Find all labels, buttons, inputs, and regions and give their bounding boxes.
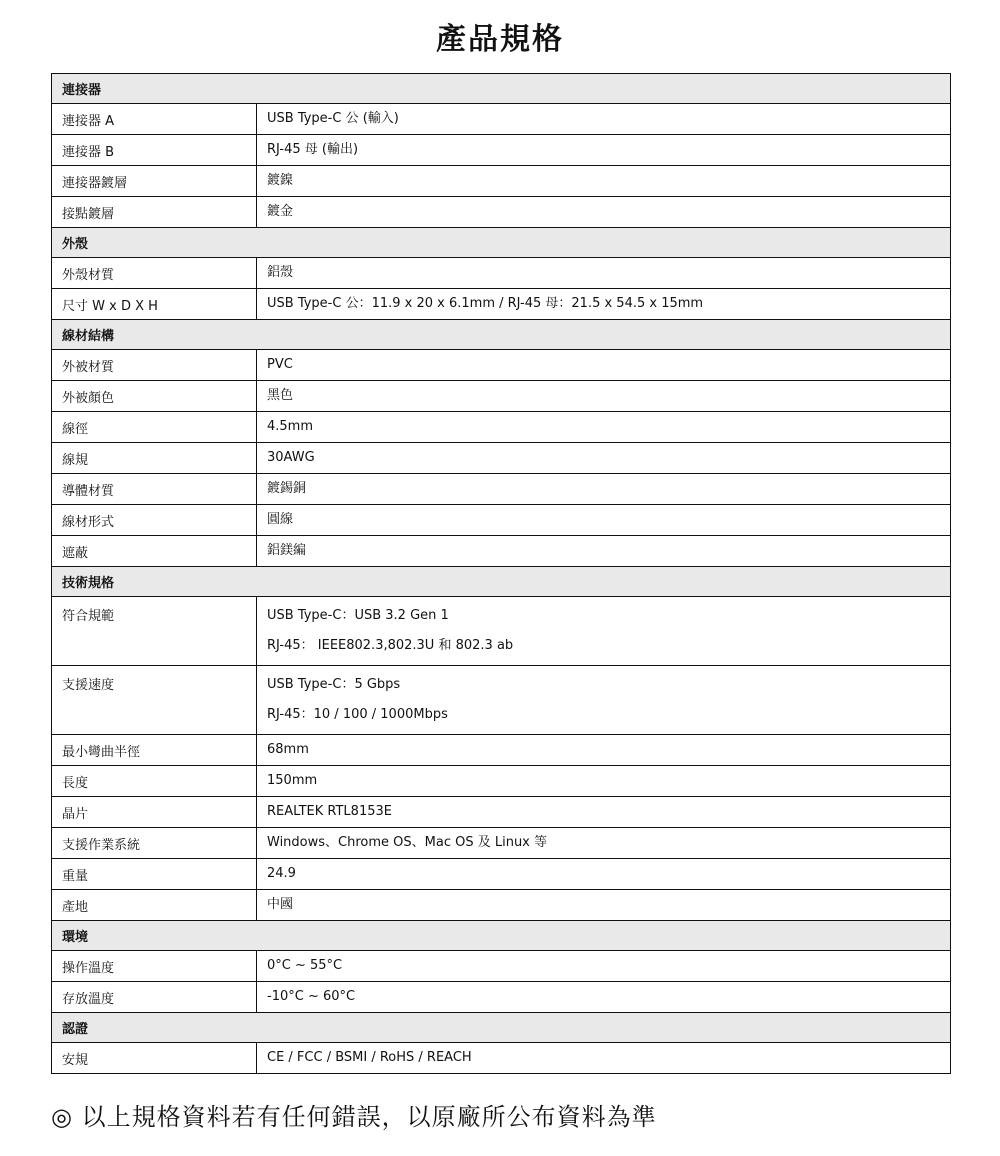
section-title: 連接器 (52, 74, 951, 104)
spec-value-line: 68mm (267, 742, 309, 757)
spec-row (52, 735, 951, 766)
spec-value-line: 鍍鎳 (267, 173, 294, 188)
spec-value (257, 890, 951, 921)
spec-value-line: 圓線 (267, 512, 294, 527)
section-title: 線材結構 (52, 320, 951, 350)
spec-value-line: 24.9 (267, 866, 296, 881)
spec-value (257, 350, 951, 381)
spec-value-line: USB Type-C 公：11.9 x 20 x 6.1mm / RJ-45 母：21.5 x 54.5 x 15mm (267, 296, 704, 311)
section-title: 認證 (52, 1013, 951, 1043)
spec-value-line: 鋁鎂編 (267, 543, 307, 558)
spec-label: 外被顏色 (52, 381, 257, 412)
spec-value (257, 505, 951, 536)
spec-value-line: 0°C ~ 55°C (267, 958, 343, 973)
spec-row (52, 666, 951, 735)
spec-value (257, 443, 951, 474)
spec-row (52, 258, 951, 289)
spec-value (257, 104, 951, 135)
disclaimer-note: ◎ 以上規格資料若有任何錯誤，以原廠所公布資料為準 (51, 1103, 657, 1131)
section-header-row (52, 567, 951, 597)
spec-label: 導體材質 (52, 474, 257, 505)
spec-value-line: 30AWG (267, 450, 315, 465)
spec-value (257, 797, 951, 828)
spec-value (257, 536, 951, 567)
spec-value (257, 258, 951, 289)
spec-value-line: 鋁殼 (267, 265, 294, 280)
spec-value-line: RJ-45：10 / 100 / 1000Mbps (267, 707, 448, 722)
section-header-row (52, 74, 951, 104)
spec-label: 連接器 A (52, 104, 257, 135)
spec-label: 外殼材質 (52, 258, 257, 289)
spec-value-line: RJ-45 母 (輸出) (267, 142, 359, 157)
spec-label: 操作溫度 (52, 951, 257, 982)
spec-value (257, 766, 951, 797)
spec-row (52, 197, 951, 228)
spec-label: 線徑 (52, 412, 257, 443)
spec-row (52, 166, 951, 197)
section-title: 外殼 (52, 228, 951, 258)
spec-value-line: 150mm (267, 773, 318, 788)
spec-row (52, 859, 951, 890)
spec-row (52, 135, 951, 166)
spec-row (52, 828, 951, 859)
spec-row (52, 797, 951, 828)
spec-row (52, 350, 951, 381)
spec-value (257, 412, 951, 443)
spec-label: 接點鍍層 (52, 197, 257, 228)
spec-value-line: -10°C ~ 60°C (267, 989, 356, 1004)
spec-value-line: Windows、Chrome OS、Mac OS 及 Linux 等 (267, 835, 548, 850)
spec-value-line: RJ-45： IEEE802.3,802.3U 和 802.3 ab (267, 638, 514, 653)
spec-row (52, 536, 951, 567)
spec-value (257, 982, 951, 1013)
spec-row (52, 766, 951, 797)
spec-value-line: 鍍錫銅 (267, 481, 307, 496)
spec-row (52, 381, 951, 412)
spec-row (52, 890, 951, 921)
section-header-row (52, 1013, 951, 1043)
spec-value (257, 859, 951, 890)
spec-value-line: USB Type-C 公 (輸入) (267, 111, 399, 126)
spec-value (257, 735, 951, 766)
spec-value (257, 828, 951, 859)
spec-label: 線材形式 (52, 505, 257, 536)
spec-label: 晶片 (52, 797, 257, 828)
spec-row (52, 474, 951, 505)
spec-value-line: USB Type-C：5 Gbps (267, 677, 401, 692)
spec-value (257, 666, 951, 735)
spec-label: 符合規範 (52, 597, 257, 666)
spec-label: 線規 (52, 443, 257, 474)
spec-value-line: PVC (267, 357, 293, 372)
spec-label: 重量 (52, 859, 257, 890)
spec-row (52, 443, 951, 474)
spec-value-line: 鍍金 (267, 204, 294, 219)
spec-table (51, 73, 951, 1074)
section-header-row (52, 228, 951, 258)
spec-label: 支援作業系統 (52, 828, 257, 859)
spec-label: 長度 (52, 766, 257, 797)
spec-value (257, 951, 951, 982)
spec-row (52, 597, 951, 666)
spec-row (52, 505, 951, 536)
spec-value (257, 166, 951, 197)
section-title: 環境 (52, 921, 951, 951)
spec-table-body (52, 74, 951, 1074)
spec-value-line: 中國 (267, 897, 294, 912)
spec-row (52, 1043, 951, 1074)
spec-value (257, 1043, 951, 1074)
spec-value-line: 黑色 (267, 388, 294, 403)
spec-value-line: CE / FCC / BSMI / RoHS / REACH (267, 1050, 472, 1065)
section-header-row (52, 921, 951, 951)
spec-label: 遮蔽 (52, 536, 257, 567)
section-header-row (52, 320, 951, 350)
spec-value-line: REALTEK RTL8153E (267, 804, 392, 819)
spec-label: 產地 (52, 890, 257, 921)
spec-row (52, 982, 951, 1013)
spec-label: 連接器鍍層 (52, 166, 257, 197)
spec-row (52, 104, 951, 135)
spec-label: 支援速度 (52, 666, 257, 735)
spec-label: 外被材質 (52, 350, 257, 381)
spec-label: 尺寸 W x D X H (52, 289, 257, 320)
spec-value-line: 4.5mm (267, 419, 314, 434)
spec-value (257, 597, 951, 666)
spec-label: 最小彎曲半徑 (52, 735, 257, 766)
spec-value (257, 381, 951, 412)
section-title: 技術規格 (52, 567, 951, 597)
spec-value-line: USB Type-C：USB 3.2 Gen 1 (267, 608, 449, 623)
spec-label: 存放溫度 (52, 982, 257, 1013)
spec-label: 連接器 B (52, 135, 257, 166)
spec-value (257, 474, 951, 505)
spec-value (257, 135, 951, 166)
spec-label: 安規 (52, 1043, 257, 1074)
page-title: 產品規格 (436, 22, 564, 57)
spec-value (257, 197, 951, 228)
spec-row (52, 951, 951, 982)
spec-value (257, 289, 951, 320)
spec-row (52, 289, 951, 320)
spec-row (52, 412, 951, 443)
